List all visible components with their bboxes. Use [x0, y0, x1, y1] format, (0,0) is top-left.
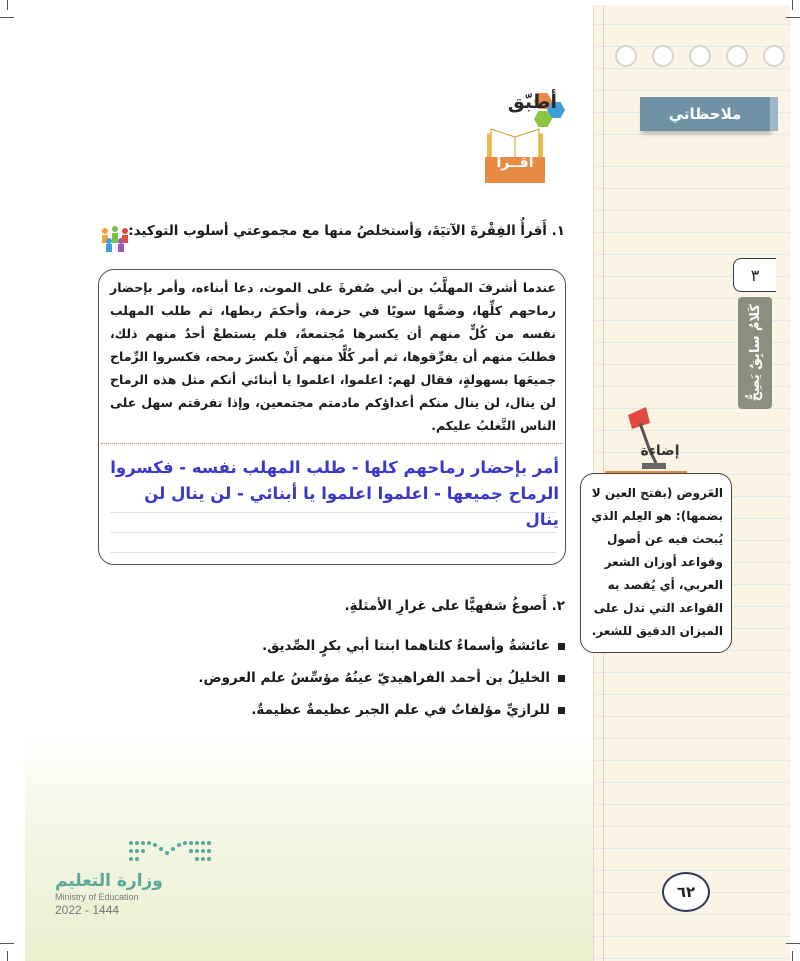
list-item: [55, 694, 565, 726]
unit-number: ٣: [733, 258, 776, 292]
illumination-box: [580, 473, 732, 653]
crop-mark: [0, 17, 14, 18]
answer-line: [111, 512, 555, 513]
notes-tab: [640, 97, 770, 131]
passage-separator: [101, 443, 563, 444]
answer-handwriting: أمر بإحضار رماحهم كلها - طلب المهلب نفسه - فكسروا الرماح جميعها - اعلموا اعلموا يا أبنائي - لن ينال لن ينال: [110, 458, 559, 529]
bullet-square-icon: [558, 675, 565, 682]
answer-line: [111, 532, 555, 533]
lamp-icon: [610, 403, 690, 473]
textbook-page: [25, 5, 790, 961]
notes-tab-label: ملاحظاتي: [668, 105, 742, 123]
list-item-text: للرازيِّ مؤلفاتٌ في علم الجبر عظيمةٌ عظيمةٌ.: [251, 702, 550, 718]
binder-hole: [726, 45, 748, 67]
ministry-logo: [55, 837, 215, 937]
crop-mark: [786, 17, 800, 18]
binder-hole: [615, 45, 637, 67]
crop-mark: [7, 951, 8, 961]
answer-line: [111, 552, 555, 553]
page-number: ٦٢: [662, 872, 710, 912]
unit-title: كَلامٌ سابِقٌ يَصِحُّ: [747, 304, 763, 402]
read-label: أقــرأ: [496, 155, 534, 171]
list-item: [55, 662, 565, 694]
bullet-square-icon: [558, 643, 565, 650]
crop-mark: [792, 0, 793, 10]
open-book-icon: [481, 123, 549, 185]
binder-hole: [689, 45, 711, 67]
examples-list: [55, 630, 565, 726]
group-work-icon: [97, 223, 133, 253]
crop-mark: [7, 0, 8, 10]
binder-hole: [652, 45, 674, 67]
binder-hole: [763, 45, 785, 67]
question-1-prompt: ١. أَقرأُ الفِقْرةَ الآتيَةَ، وَأستخلصُ منها مع مجموعتي أسلوب التوكيد:: [128, 223, 565, 239]
list-item-text: الخليلُ بن أحمد الفراهيديّ عينُهُ مؤسِّسُ علم العروض.: [198, 670, 550, 686]
illumination-title: إضاءة: [640, 443, 680, 459]
ministry-english: Ministry of Education: [55, 892, 139, 902]
unit-title-tab: [738, 297, 772, 409]
ministry-arabic: وزارة التعليم: [55, 871, 163, 891]
list-item-text: عائشةُ وأسماءُ كلتاهما ابنتا أبي بكرٍ الصِّديق.: [262, 638, 550, 654]
question-2-prompt: ٢. أَصوغُ شفهيًّا على غرارِ الأمثلةِ.: [344, 598, 565, 614]
ministry-dots-icon: [127, 837, 217, 867]
binder-holes: [615, 45, 785, 69]
edition-year: 2022 - 1444: [55, 903, 120, 917]
crop-mark: [0, 943, 14, 944]
crop-mark: [786, 943, 800, 944]
apply-title: أطبّق: [507, 91, 557, 113]
crop-mark: [792, 951, 793, 961]
illumination-text: العَروض (بفتح العين لا بضمها): هو العِلم الذي يُبحث فيه عن أصول وقواعد أوزان الشعر العربي، أي يُقصد به القواعد التي تدل على الميزان الدقيق للشعر.: [591, 486, 723, 638]
list-item: [55, 630, 565, 662]
bullet-square-icon: [558, 707, 565, 714]
passage-text: عندما أشرفَ المهلَّبُ بن أبي صُفرةَ على الموت، دعا أبناءه، وأمر بإحضار رماحهم كلِّها، وضمَّها سويًا في حزمة، وأحكمَ ربطها، ثم طلب المهلب نفسه من كُلٍّ منهم أن يكسرها مُجتمعةً، فلم يستطعْ أحدٌ منهم ذلك، فطلبَ منهم أن يفرِّقوها، ثم أمر كُلًّا منهم أَنْ يكسرَ رمحه، فكسروا الرِّماح جميعَها بسهولةٍ، فقال لهم: اعلموا، اعلموا يا أبنائي أنكم مثل هذه الرماح لن ينال، لن ينال منكم أعداؤكم مادمتم مجتمعين، وإذا تفرقتم سهل على الناس التَّغلبُ عليكم.: [110, 280, 556, 433]
